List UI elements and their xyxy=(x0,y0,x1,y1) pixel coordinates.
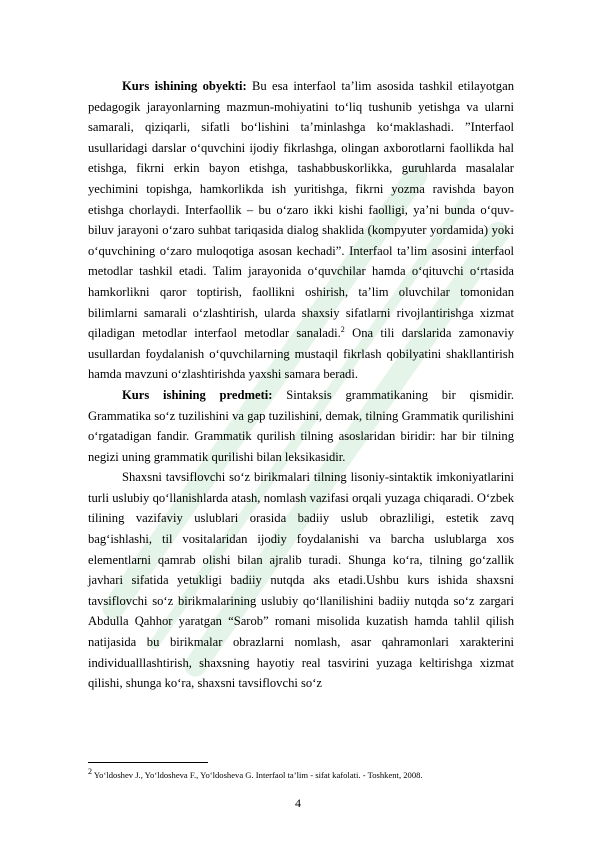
body-text xyxy=(88,76,514,694)
paragraph-subject-text: Sintaksis grammatikaning bir qismidir. Grammatika so‘z tuzilishini va gap tuzilishini, demak, tilning Grammatik qurilishini o‘rgatadigan fandir. Grammatik qurilish tilning asoslaridan biridir: har bir tilning negizi uning grammatik qurilishi bilan leksikasidir. xyxy=(88,387,514,464)
paragraph-subject xyxy=(88,385,514,467)
footnote xyxy=(88,767,518,781)
paragraph-object xyxy=(88,76,514,385)
footnote-ref[interactable]: 2 xyxy=(340,324,345,334)
footnote-marker: 2 xyxy=(88,767,92,777)
paragraph-subject-lead: Kurs ishining predmeti: xyxy=(122,387,273,402)
paragraph-object-text-after: Ona tili darslarida zamonaviy usullardan foydalanish o‘quvchilarning mustaqil fikrlash qobilyatini shakllantirish hamda mavzuni o‘zlashtirishda yaxshi samara beradi. xyxy=(88,326,514,382)
footnote-text: Yo‘ldoshev J., Yo‘ldosheva F., Yo‘ldosheva G. Interfaol ta’lim - sifat kafolati. - Toshkent, 2008. xyxy=(92,770,423,780)
page-number: 4 xyxy=(295,796,301,810)
paragraph-object-lead: Kurs ishining obyekti: xyxy=(122,79,247,93)
footnote-divider xyxy=(88,762,208,763)
paragraph-object-text: Bu esa interfaol ta’lim asosida tashkil etilayotgan pedagogik jarayonlarning mazmun-mohiyatini to‘liq tushunib yetishga va ularni samarali, qiziqarli, sifatli bo‘lishini ta’minlashga ko‘maklashadi. ”Interfaol usullaridagi darslar o‘quvchini ijodiy fikrlashga, olingan axborotlarni faollikda hal etishga, fikrni erkin bayon etishga, tashabbuskorlikka, guruhlarda masalalar yechimini topishga, hamkorlikda ish yuritishga, fikrni yozma ravishda bayon etishga chorlaydi. Interfaollik – bu o‘zaro ikki kishi faolligi, ya’ni bunda o‘quv-biluv jarayoni o‘zaro suhbat tariqasida dialog shaklida (kompyuter yordamida) yoki o‘quvchining o‘zaro muloqotiga asosan kechadi”. Interfaol ta’lim asosini interfaol metodlar tashkil etadi. Talim jarayonida o‘quvchilar hamda o‘qituvchi o‘rtasida hamkorlikni qaror toptirish, faollikni oshirish, ta’lim oluvchilar tomonidan bilimlarni samarali o‘zlashtirish, ularda shaxsiy sifatlarni rivojlantirishga xizmat qiladigan metodlar interfaol metodlar sanaladi. xyxy=(88,79,514,341)
paragraph-main-text: Shaxsni tavsiflovchi so‘z birikmalari tilning lisoniy-sintaktik imkoniyatlarini turli uslubiy qo‘llanishlarda atash, nomlash vazifasi orqali yuzaga chiqaradi. O‘zbek tilining vazifaviy uslublari orasida badiiy uslub obrazliligi, estetik zavq bag‘ishlashi, til vositalaridan ijodiy foydalanishi va barcha uslublarga xos elementlarni qamrab olishi bilan ajralib turadi. Shunga ko‘ra, tilning go‘zallik javhari sifatida yetukligi badiiy nutqda aks etadi.Ushbu kurs ishida shaxsni tavsiflovchi so‘z birikmalarining uslubiy qo‘llanilishini badiiy nutqda so‘z zargari Abdulla Qahhor yaratgan “Sarob” romani misolida kuzatish hamda tahlil qilish natijasida bu birikmalar obrazlarni nomlash, asar qahramonlari xarakterini individualllashtirish, shaxsning hayotiy real tasvirini yuzaga keltirishga xizmat qilishi, shunga ko‘ra, shaxsni tavsiflovchi so‘z xyxy=(88,470,514,691)
paragraph-main xyxy=(88,467,514,694)
